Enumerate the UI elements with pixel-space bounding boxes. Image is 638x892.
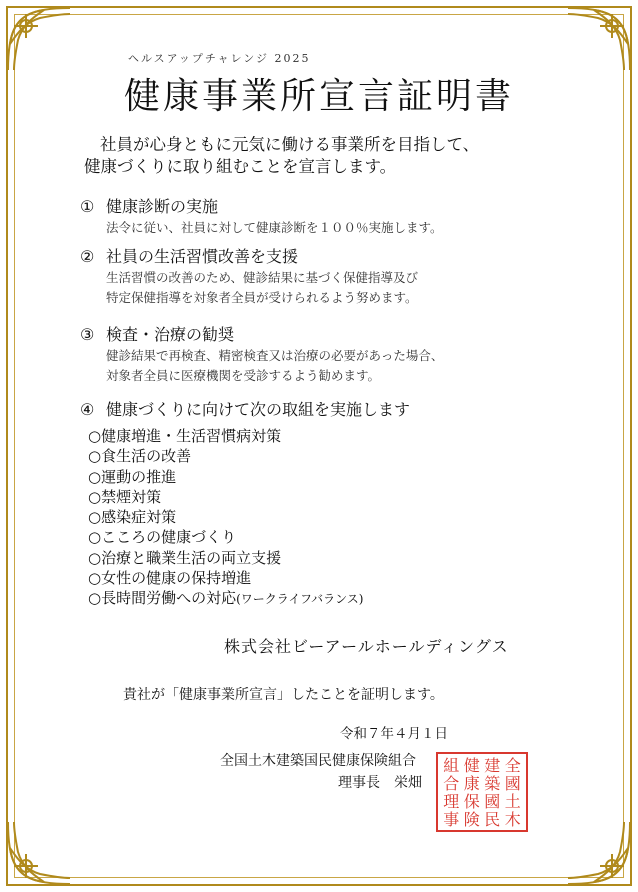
corner-ornament-icon bbox=[564, 818, 634, 888]
seal-character: 國 bbox=[504, 774, 521, 793]
item-heading: 社員の生活習慣改善を支援 bbox=[106, 247, 299, 266]
seal-character: 合 bbox=[443, 774, 460, 793]
seal-character: 國 bbox=[484, 792, 501, 811]
item-text: 法令に従い、社員に対して健康診断を１００％実施します。 bbox=[106, 220, 443, 235]
challenge-subtitle: ヘルスアップチャレンジ 2025 bbox=[128, 52, 311, 65]
issuer-organization: 全国土木建築国民健康保険組合 bbox=[220, 753, 416, 769]
item-text: 対象者全員に医療機関を受診するよう勧めます。 bbox=[106, 368, 381, 383]
intro-line: 健康づくりに取り組むことを宣言します。 bbox=[84, 157, 397, 176]
declaration-item-3 bbox=[80, 324, 443, 386]
list-item: ○長時間労働への対応(ワークライフバランス) bbox=[88, 589, 364, 608]
seal-character: 民 bbox=[484, 810, 501, 829]
item-number: ② bbox=[80, 247, 95, 266]
seal-character: 全 bbox=[504, 756, 521, 775]
intro-line: 社員が心身ともに元気に働ける事業所を目指して、 bbox=[100, 135, 480, 154]
seal-character: 建 bbox=[484, 756, 501, 775]
list-item-note: (ワークライフバランス) bbox=[236, 592, 364, 607]
page-title: 健康事業所宣言証明書 bbox=[123, 76, 514, 117]
seal-character: 険 bbox=[463, 810, 480, 829]
corner-ornament-icon bbox=[4, 818, 74, 888]
seal-character: 事 bbox=[443, 810, 460, 829]
list-item: ○こころの健康づくり bbox=[88, 528, 237, 547]
item-number: ③ bbox=[80, 325, 95, 344]
seal-character: 保 bbox=[463, 792, 480, 811]
seal-character: 康 bbox=[463, 774, 480, 793]
item-heading: 検査・治療の勧奨 bbox=[106, 325, 235, 344]
seal-character: 理 bbox=[443, 792, 460, 811]
declaration-intro bbox=[84, 134, 564, 178]
company-name: 株式会社ビーアールホールディングス bbox=[224, 637, 509, 656]
seal-character: 築 bbox=[484, 774, 501, 793]
item-number: ④ bbox=[80, 400, 95, 419]
item-number: ① bbox=[80, 197, 95, 216]
corner-ornament-icon bbox=[4, 4, 74, 74]
issuer-representative: 理事長 栄畑 bbox=[338, 775, 422, 791]
list-item: ○治療と職業生活の両立支援 bbox=[88, 548, 282, 567]
item-text: 健診結果で再検査、精密検査又は治療の必要があった場合、 bbox=[106, 348, 444, 363]
declaration-item-4 bbox=[80, 399, 410, 421]
certification-statement: 貴社が「健康事業所宣言」したことを証明します。 bbox=[123, 687, 444, 703]
item-text: 生活習慣の改善のため、健診結果に基づく保健指導及び bbox=[106, 270, 419, 285]
official-seal bbox=[436, 752, 528, 832]
item-text: 特定保健指導を対象者全員が受けられるよう努めます。 bbox=[106, 290, 418, 305]
list-item: ○運動の推進 bbox=[88, 467, 177, 486]
seal-character: 土 bbox=[504, 792, 521, 811]
item-heading: 健康診断の実施 bbox=[106, 197, 219, 216]
list-item: ○禁煙対策 bbox=[88, 487, 162, 506]
corner-ornament-icon bbox=[564, 4, 634, 74]
seal-character: 組 bbox=[443, 756, 460, 775]
list-item: ○女性の健康の保持増進 bbox=[88, 569, 252, 588]
declaration-item-1 bbox=[80, 196, 443, 238]
issue-date: 令和７年４月１日 bbox=[340, 726, 448, 742]
initiative-list bbox=[88, 426, 363, 610]
seal-character: 健 bbox=[463, 756, 480, 775]
declaration-item-2 bbox=[80, 246, 418, 308]
list-item: ○食生活の改善 bbox=[88, 447, 192, 466]
list-item: ○感染症対策 bbox=[88, 508, 177, 527]
item-heading: 健康づくりに向けて次の取組を実施します bbox=[106, 400, 411, 419]
seal-character: 木 bbox=[504, 810, 521, 829]
list-item: ○健康増進・生活習慣病対策 bbox=[88, 427, 282, 445]
